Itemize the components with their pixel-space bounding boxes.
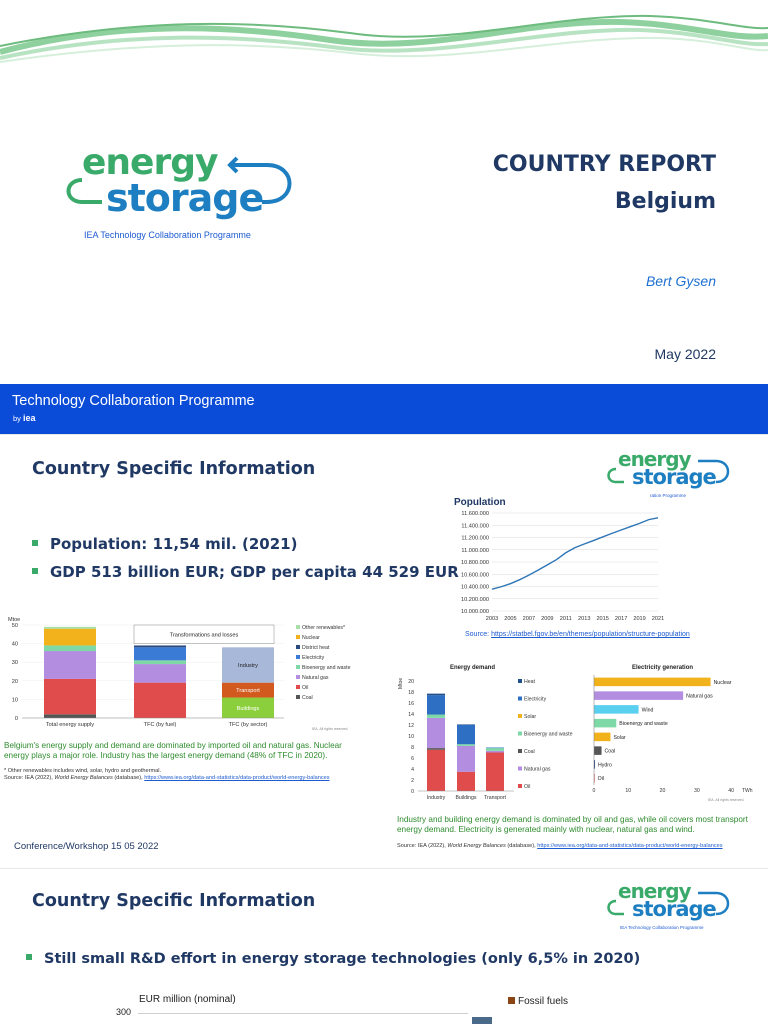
supply-sector-label: Transport (236, 688, 260, 695)
slide3-title: Country Specific Information (32, 891, 316, 911)
rd-chart-label: EUR million (nominal) (139, 994, 236, 1005)
demand-legend-label: Bioenergy and waste (524, 731, 573, 738)
demand-bar-segment (486, 751, 504, 753)
report-title: COUNTRY REPORT (492, 152, 716, 177)
rd-legend-fossil (508, 996, 568, 1007)
population-xtick: 2015 (596, 616, 609, 622)
electricity-generation-chart (588, 661, 764, 806)
demand-legend-label: Electricity (524, 696, 547, 703)
tcp-band (0, 384, 768, 434)
demand-bar-segment (457, 746, 475, 772)
demand-legend-swatch (518, 697, 522, 701)
supply-legend-label: Coal (302, 695, 313, 701)
logo-subtitle: ration Programme (650, 493, 687, 498)
supply-legend-swatch (296, 675, 300, 679)
demand-legend-swatch (518, 749, 522, 753)
supply-ytick: 20 (11, 678, 18, 685)
decorative-wave (0, 0, 768, 70)
population-source-link[interactable]: https://statbel.fgov.be/en/themes/population/structure-population (491, 631, 690, 638)
logo-subtitle: IEA Technology Collaboration Programme (620, 925, 704, 930)
generation-bar-label: Solar (613, 734, 626, 741)
supply-bar-segment (134, 664, 186, 683)
band-by-text: by (13, 414, 21, 423)
demand-xtick: Buildings (455, 795, 477, 801)
population-xtick: 2009 (541, 616, 554, 622)
legend-label-fossil: Fossil fuels (518, 996, 569, 1007)
demand-ytick: 0 (411, 789, 414, 795)
tcp-band-by (13, 413, 36, 423)
demand-source (397, 843, 759, 850)
generation-bar (594, 733, 610, 742)
slide2-title: Country Specific Information (32, 459, 316, 479)
bullet-gdp (32, 563, 459, 581)
supply-bar-segment (134, 660, 186, 664)
logo-energy-text: energy (618, 879, 691, 903)
bullet-text: Still small R&D effort in energy storage technologies (only 6,5% in 2020) (44, 951, 641, 967)
demand-title: Energy demand (450, 665, 496, 671)
supply-legend-label: Bioenergy and waste (302, 665, 351, 671)
demand-ytick: 10 (408, 734, 414, 740)
bullet-text: GDP 513 billion EUR; GDP per capita 44 529 EUR (50, 563, 459, 581)
bullet-text: Population: 11,54 mil. (2021) (50, 535, 298, 553)
generation-unit: TWh (742, 788, 753, 794)
transformations-label: Transformations and losses (169, 632, 239, 639)
supply-source-link[interactable]: https://www.iea.org/data-and-statistics/data-product/world-energy-balances (144, 775, 330, 781)
supply-legend-swatch (296, 685, 300, 689)
supply-bar-segment (44, 645, 96, 651)
population-chart-title: Population (454, 497, 506, 508)
demand-bar-segment (457, 772, 475, 791)
supply-source-italic: World Energy Balances (54, 775, 113, 781)
tcp-band-text: Technology Collaboration Programme (12, 393, 255, 409)
generation-xtick: 40 (728, 788, 735, 794)
demand-bar-segment (457, 725, 475, 744)
population-ytick: 10.200.000 (461, 596, 489, 603)
legend-swatch-fossil (508, 997, 515, 1004)
demand-ytick: 2 (411, 778, 414, 784)
demand-bar-segment (427, 748, 445, 750)
supply-sector-label: Industry (238, 662, 258, 669)
demand-legend-swatch (518, 732, 522, 736)
demand-ylabel: Mtoe (398, 677, 404, 689)
demand-legend-swatch (518, 679, 522, 683)
supply-legend-swatch (296, 695, 300, 699)
population-xtick: 2011 (559, 616, 572, 622)
supply-ytick: 40 (11, 641, 18, 648)
demand-source-link[interactable]: https://www.iea.org/data-and-statistics/data-product/world-energy-balances (537, 843, 723, 849)
demand-legend-label: Solar (524, 714, 537, 720)
supply-bar-segment (134, 683, 186, 718)
demand-bar-segment (427, 715, 445, 718)
supply-xtick: Total energy supply (45, 722, 95, 728)
generation-xtick: 20 (659, 788, 666, 794)
demand-bar-segment (457, 744, 475, 746)
country-info-slide-2 (0, 868, 768, 1024)
energy-storage-logo (62, 140, 302, 250)
population-ytick: 11.600.000 (461, 511, 489, 517)
generation-xtick: 10 (625, 788, 632, 794)
demand-ytick: 14 (408, 712, 414, 718)
supply-xtick: TFC (by sector) (228, 722, 268, 728)
supply-xtick: TFC (by fuel) (143, 722, 177, 728)
demand-source-italic: World Energy Balances (447, 843, 506, 849)
population-source (465, 631, 690, 638)
demand-legend-label: Oil (524, 784, 531, 790)
demand-caption: Industry and building energy demand is dominated by oil and gas, while oil covers most transport energy demand. Electricity is generated mainly with nuclear, natural gas and wind. (397, 815, 748, 834)
population-xtick: 2007 (522, 616, 536, 622)
supply-bar-segment (44, 629, 96, 646)
report-country: Belgium (614, 189, 716, 214)
supply-bar-segment (44, 679, 96, 714)
population-xtick: 2017 (614, 616, 628, 622)
population-xtick: 2005 (504, 616, 517, 622)
demand-legend-label: Coal (524, 749, 535, 755)
demand-bar-segment (427, 750, 445, 791)
population-ytick: 11.400.000 (461, 523, 489, 530)
generation-bar-label: Hydro (598, 762, 612, 769)
generation-bar (594, 746, 602, 755)
logo-energy-text: energy (618, 447, 691, 471)
title-slide (0, 0, 768, 434)
slide2-footer: Conference/Workshop 15 05 2022 (14, 841, 159, 852)
supply-ytick: 30 (11, 660, 18, 667)
demand-bar-segment (427, 718, 445, 748)
supply-caption: Belgium's energy supply and demand are dominated by imported oil and natural gas. Nuclear energy plays a major role. Industry has the largest energy demand (48% of TFC in 2020). (4, 741, 342, 760)
supply-bar-segment (134, 645, 186, 647)
generation-bar (594, 719, 616, 728)
generation-bar-label: Bioenergy and waste (619, 721, 668, 728)
supply-source-prefix: Source: IEA (2022), (4, 775, 55, 781)
demand-source-mid: (database), (505, 843, 538, 849)
supply-legend-label: District heat (302, 645, 330, 651)
demand-ytick: 18 (408, 690, 414, 696)
demand-ytick: 12 (408, 723, 414, 729)
demand-legend-swatch (518, 714, 522, 718)
bullet-marker (32, 540, 38, 546)
supply-sector-label: Buildings (236, 705, 260, 712)
supply-footnote (4, 768, 366, 782)
energy-supply-chart (0, 611, 370, 736)
demand-ytick: 20 (408, 679, 414, 685)
supply-bar-segment (134, 647, 186, 660)
generation-bar (594, 705, 639, 714)
supply-bar-segment (44, 714, 96, 718)
population-xtick: 2013 (577, 616, 591, 622)
supply-legend-label: Electricity (302, 655, 325, 661)
demand-bar-segment (427, 694, 445, 696)
supply-legend-label: Oil (302, 685, 309, 691)
supply-rights: IEA. All rights reserved. (312, 727, 349, 731)
population-ytick: 10.800.000 (461, 560, 489, 566)
supply-legend-swatch (296, 645, 300, 649)
supply-legend-swatch (296, 655, 300, 659)
population-xtick: 2019 (633, 616, 646, 622)
generation-rights: IEA. All rights reserved. (708, 798, 745, 802)
bullet-population (32, 535, 297, 553)
supply-source (4, 775, 366, 782)
demand-legend-swatch (518, 767, 522, 771)
demand-ytick: 16 (408, 701, 414, 707)
demand-ytick: 6 (411, 756, 414, 762)
generation-bar (594, 691, 683, 700)
demand-xtick: Transport (483, 795, 507, 801)
demand-bar-segment (427, 695, 445, 714)
demand-bar-segment (457, 724, 475, 725)
bullet-marker (32, 568, 38, 574)
demand-bar-segment (486, 753, 504, 792)
population-ytick: 10.000.000 (461, 609, 489, 615)
supply-ytick: 50 (11, 623, 18, 629)
report-date: May 2022 (654, 346, 716, 362)
generation-bar-label: Natural gas (686, 693, 713, 700)
population-xtick: 2003 (485, 616, 499, 622)
population-ytick: 10.400.000 (461, 584, 489, 591)
supply-bar-segment (44, 627, 96, 629)
energy-demand-chart (394, 661, 584, 806)
demand-ytick: 8 (411, 745, 414, 751)
logo-storage-text: storage (106, 176, 264, 220)
demand-source-prefix: Source: IEA (2022), (397, 843, 448, 849)
supply-ytick: 0 (14, 716, 18, 722)
logo-energy-text: energy (82, 142, 218, 183)
bullet-marker (26, 954, 32, 960)
generation-bar-label: Oil (597, 776, 605, 783)
population-ytick: 11.200.000 (461, 535, 489, 542)
population-xtick: 2021 (651, 616, 665, 622)
population-ytick: 11.000.000 (461, 547, 489, 554)
population-line (492, 518, 658, 589)
supply-ytick: 10 (11, 697, 18, 704)
demand-bar-segment (486, 748, 504, 749)
iea-logo-text: iea (23, 413, 36, 423)
supply-legend-swatch (296, 635, 300, 639)
rd-chart-tick: 300 (116, 1007, 132, 1017)
population-chart (430, 491, 750, 641)
slide3-logo (606, 879, 736, 939)
population-source-prefix: Source: (465, 631, 492, 638)
demand-xtick: Industry (426, 795, 446, 801)
supply-bar-segment (44, 651, 96, 679)
generation-xtick: 0 (592, 788, 596, 794)
rd-chart-gridline (138, 1013, 468, 1014)
generation-bar-label: Nuclear (713, 679, 732, 686)
country-info-slide-1 (0, 434, 768, 868)
generation-bar-label: Coal (604, 748, 616, 755)
generation-title: Electricity generation (632, 665, 694, 671)
supply-legend-swatch (296, 625, 300, 629)
demand-bar-segment (486, 748, 504, 751)
generation-xtick: 30 (693, 788, 700, 794)
demand-legend-label: Heat (524, 679, 535, 685)
supply-legend-swatch (296, 665, 300, 669)
rd-chart-bar-top (472, 1017, 492, 1024)
report-author: Bert Gysen (645, 273, 716, 289)
demand-legend-swatch (518, 784, 522, 788)
bullet-rd-effort (26, 951, 640, 967)
supply-source-mid: (database), (112, 775, 145, 781)
generation-bar-label: Wind (641, 707, 654, 714)
supply-footnote-text: * Other renewables includes wind, solar, hydro and geothermal. (4, 768, 162, 774)
logo-storage-text: storage (632, 897, 716, 921)
supply-legend-label: Other renewables* (302, 625, 345, 631)
logo-subtitle: IEA Technology Collaboration Programme (84, 230, 251, 240)
supply-ylabel: Mtoe (8, 617, 21, 623)
supply-legend-label: Nuclear (302, 635, 320, 641)
demand-legend-label: Natural gas (524, 766, 551, 773)
population-ytick: 10.600.000 (461, 572, 489, 579)
generation-bar (594, 678, 711, 687)
supply-legend-label: Natural gas (302, 675, 329, 681)
logo-storage-text: storage (632, 465, 716, 489)
demand-ytick: 4 (411, 767, 414, 773)
